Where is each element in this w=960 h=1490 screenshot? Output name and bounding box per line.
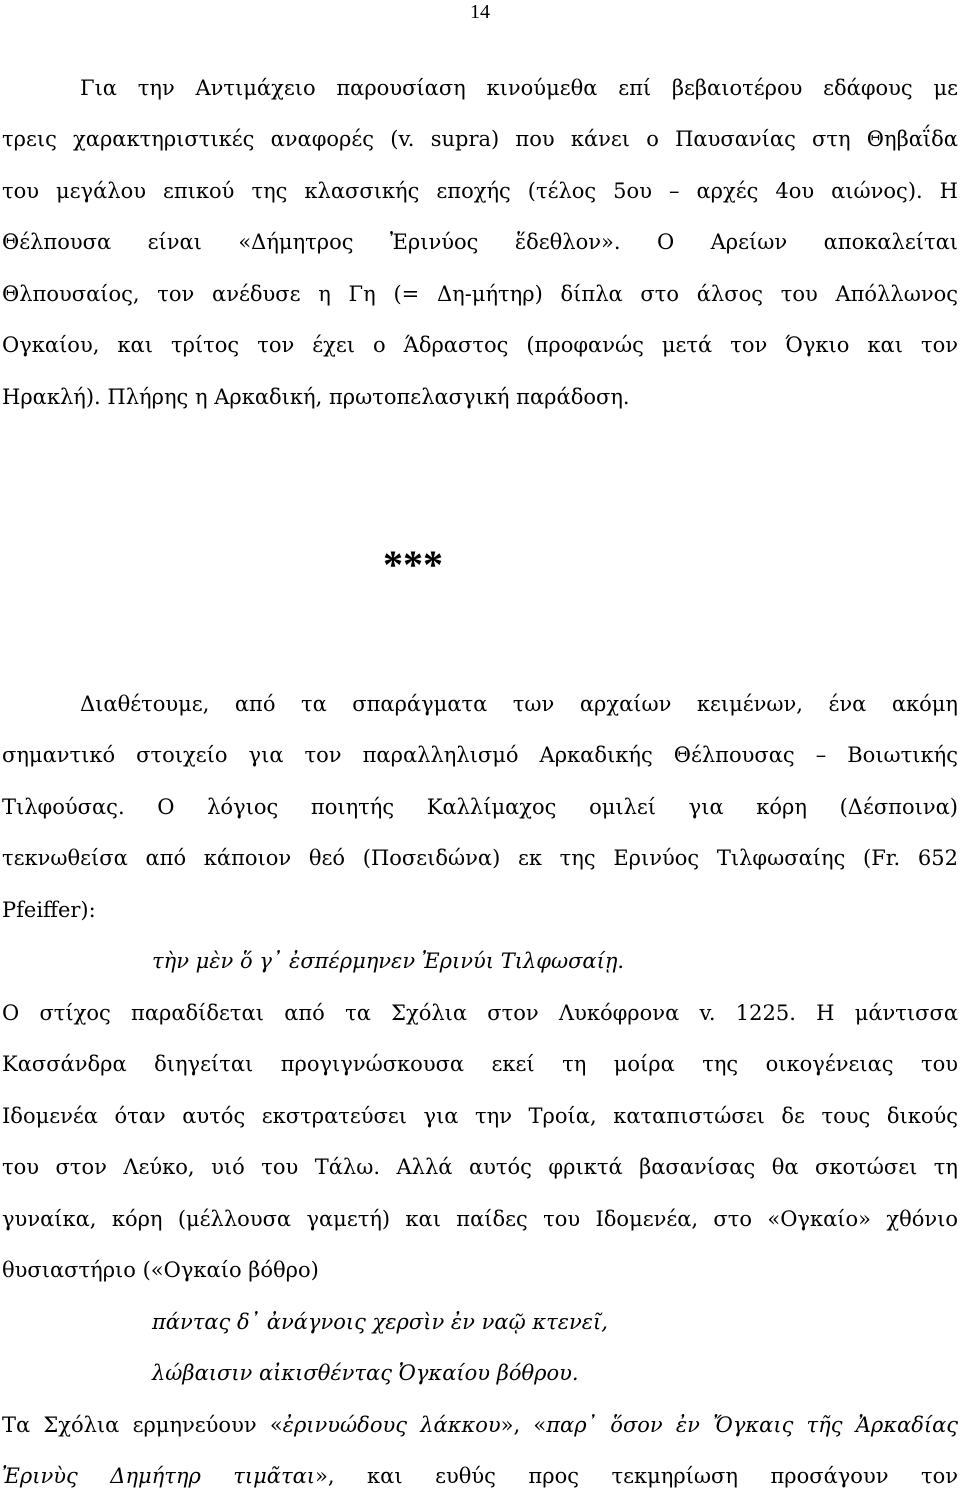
paragraph-3-line-2: Κασσάνδρα διηγείται προγιγνώσκουσα εκεί τη μοίρα της οικογένειας του xyxy=(2,1052,958,1076)
paragraph-4-line-2 xyxy=(0,1462,960,1490)
paragraph-3-line-5: γυναίκα, κόρη (μέλλουσα γαμετή) και παίδες του Ιδομενέα, στο «Ογκαίο» χθόνιο xyxy=(2,1207,958,1231)
paragraph-1-line-3: του μεγάλου επικού της κλασσικής εποχής (τέλος 5ου – αρχές 4ου αιώνος). Η xyxy=(2,179,958,203)
section-separator: *** xyxy=(383,542,443,587)
paragraph-3-line-3: Ιδομενέα όταν αυτός εκστρατεύσει για την Τροία, καταπιστώσει δε τους δικούς xyxy=(2,1104,958,1128)
scholia-quote-1: ἐρινυώδους λάκκου xyxy=(282,1413,501,1437)
paragraph-1-line-5: Θλπουσαίος, τον ανέδυσε η Γη (= Δη-μήτηρ) δίπλα στο άλσος του Απόλλωνος xyxy=(2,282,958,306)
paragraph-3-line-1: Ο στίχος παραδίδεται από τα Σχόλια στον Λυκόφρονα v. 1225. Η μάντισσα xyxy=(2,1001,958,1025)
quotation-lycophron-line-1: πάντας δ᾽ ἀνάγνοις χερσὶν ἐν ναῷ κτενεῖ, xyxy=(152,1310,608,1334)
paragraph-2-line-4: τεκνωθείσα από κάποιον θεό (Ποσειδώνα) εκ της Ερινύος Τιλφωσαίης (Fr. 652 xyxy=(2,846,958,870)
scholia-text-2: », « xyxy=(500,1413,547,1437)
paragraph-4-line-1 xyxy=(0,1411,960,1439)
paragraph-2-line-5: Pfeiffer): xyxy=(2,898,96,922)
paragraph-1-line-2: τρεις χαρακτηριστικές αναφορές (v. supra) που κάνει ο Παυσανίας στη Θηβαΐδα xyxy=(2,127,958,151)
scholia-quote-3: Ἐρινὺς Δημήτηρ τιμᾶται xyxy=(2,1464,316,1488)
scholia-text-3: », και ευθύς προς τεκμηρίωση προσάγουν τον xyxy=(315,1464,959,1488)
paragraph-2-line-1: Διαθέτουμε, από τα σπαράγματα των αρχαίων κειμένων, ένα ακόμη xyxy=(80,692,958,716)
paragraph-2-line-2: σημαντικό στοιχείο για τον παραλληλισμό Αρκαδικής Θέλπουσας – Βοιωτικής xyxy=(2,743,958,767)
paragraph-1-line-1: Για την Αντιμάχειο παρουσίαση κινούμεθα επί βεβαιοτέρου εδάφους με xyxy=(80,76,958,100)
page-number: 14 xyxy=(470,1,490,23)
quotation-lycophron-line-2: λώβαισιν αἰκισθέντας Ὀγκαίου βόθρου. xyxy=(152,1361,579,1385)
quotation-callimachus: τὴν μὲν ὅ γ᾽ ἐσπέρμηνεν Ἐρινύι Τιλφωσαίῃ. xyxy=(152,949,625,973)
scholia-text-1: Τα Σχόλια ερμηνεύουν « xyxy=(2,1413,283,1437)
scholia-quote-2: παρ᾽ ὅσον ἐν Ὄγκαις τῆς Ἀρκαδίας xyxy=(546,1413,959,1437)
paragraph-2-line-3: Τιλφούσας. Ο λόγιος ποιητής Καλλίμαχος ομιλεί για κόρη (Δέσποινα) xyxy=(2,795,958,819)
paragraph-1-line-4: Θέλπουσα είναι «Δήμητρος Ἐρινύος ἕδεθλον». Ο Αρείων αποκαλείται xyxy=(2,230,958,254)
paragraph-3-line-4: του στον Λεύκο, υιό του Τάλω. Αλλά αυτός φρικτά βασανίσας θα σκοτώσει τη xyxy=(2,1155,958,1179)
paragraph-1-line-6: Ογκαίου, και τρίτος τον έχει ο Άδραστος (προφανώς μετά τον Όγκιο και τον xyxy=(2,333,958,357)
paragraph-3-line-6: θυσιαστήριο («Ογκαίο βόθρο) xyxy=(2,1258,319,1282)
paragraph-1-line-7: Ηρακλή). Πλήρης η Αρκαδική, πρωτοπελασγική παράδοση. xyxy=(2,385,630,409)
